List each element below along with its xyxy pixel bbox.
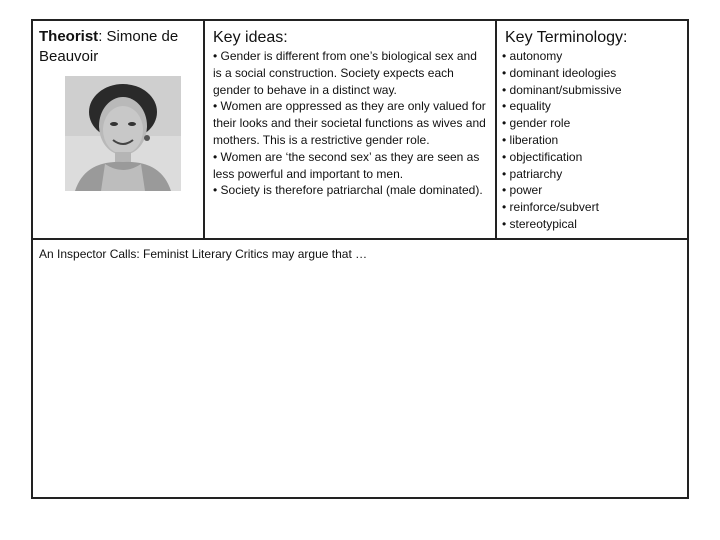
key-ideas-heading: Key ideas: bbox=[213, 29, 288, 46]
terminology-item: • reinforce/subvert bbox=[502, 200, 599, 215]
key-terminology-cell bbox=[495, 21, 687, 238]
terminology-item: • stereotypical bbox=[502, 216, 577, 231]
key-terminology-heading: Key Terminology: bbox=[505, 29, 628, 46]
key-idea-item: • Gender is different from one’s biological sex and is a social construction. Society expects each gender to behave in a distinct way. bbox=[213, 49, 477, 97]
terminology-item: • power bbox=[502, 183, 543, 198]
theorist-cell bbox=[33, 21, 203, 238]
terminology-item: • gender role bbox=[502, 116, 571, 131]
answer-area[interactable] bbox=[33, 266, 687, 497]
worksheet-frame bbox=[31, 19, 689, 499]
prompt-text: An Inspector Calls: Feminist Literary Critics may argue that … bbox=[39, 247, 368, 261]
terminology-item: • patriarchy bbox=[502, 166, 563, 181]
terminology-item: • liberation bbox=[502, 132, 559, 147]
terminology-item: • autonomy bbox=[502, 49, 563, 63]
terminology-item: • dominant ideologies bbox=[502, 65, 617, 80]
portrait-image bbox=[65, 76, 181, 191]
terminology-item: • equality bbox=[502, 99, 551, 114]
terminology-item: • dominant/submissive bbox=[502, 82, 622, 97]
theorist-label: Theorist bbox=[39, 28, 99, 45]
terminology-item: • objectification bbox=[502, 149, 583, 164]
key-idea-item: • Women are ‘the second sex’ as they are seen as less powerful and important to men. bbox=[213, 149, 480, 181]
portrait-photo bbox=[65, 76, 181, 191]
theorist-separator: : bbox=[98, 28, 103, 45]
theorist-name: Simone de Beauvoir bbox=[39, 28, 179, 65]
key-idea-item: • Women are oppressed as they are only valued for their looks and their societal functions as wives and mothers. This is a restrictive gender role. bbox=[213, 99, 486, 147]
theorist-heading bbox=[39, 27, 199, 67]
key-terminology-list bbox=[502, 48, 622, 233]
key-ideas-list bbox=[213, 48, 487, 199]
key-ideas-cell bbox=[203, 21, 495, 238]
top-row bbox=[33, 21, 687, 240]
key-idea-item: • Society is therefore patriarchal (male dominated). bbox=[213, 183, 483, 198]
